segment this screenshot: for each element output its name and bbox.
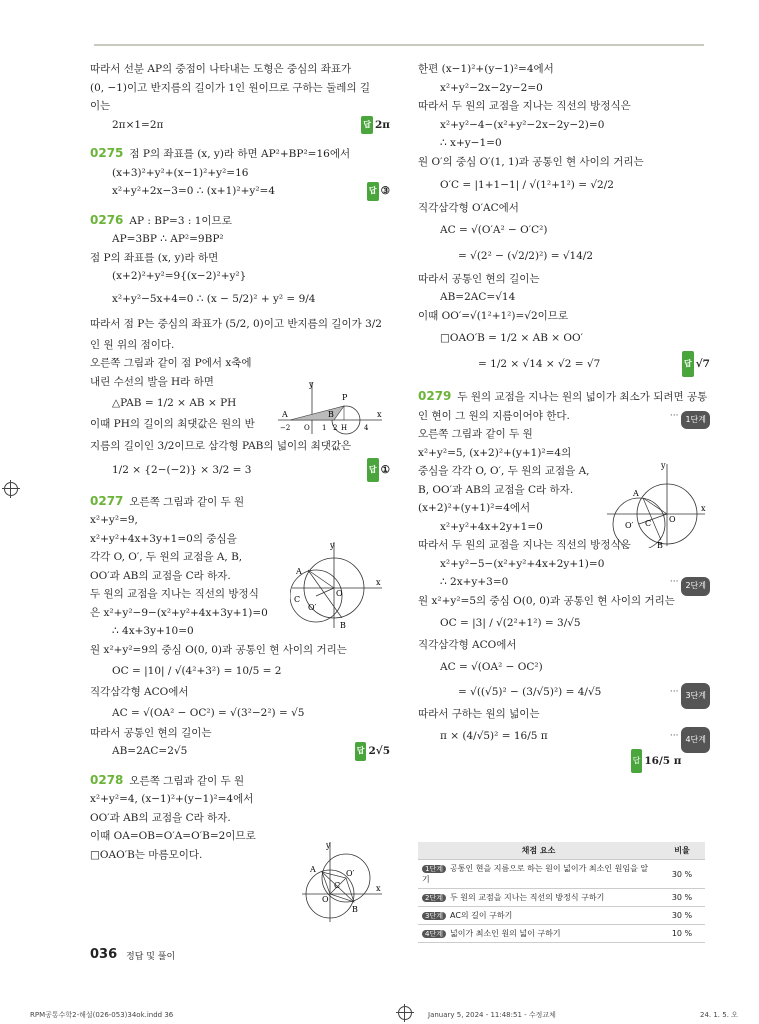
text-line: 이는 — [90, 100, 111, 112]
step-badge: 3단계 — [422, 912, 446, 920]
text: 점 P의 좌표를 (x, y)라 하면 AP²+BP²=16에서 — [129, 148, 351, 160]
ratio: 30 % — [659, 889, 705, 907]
text-line: x²+y²=9, — [90, 514, 138, 526]
fig-label: x — [377, 410, 382, 419]
text-line: x²+y²=5, (x+2)²+(y+1)²=4의 — [418, 446, 572, 459]
text-line: 이때 OA=OB=O′A=O′B=2이므로 — [90, 830, 256, 842]
problem-number: 0276 — [90, 212, 124, 227]
equation-line: x²+y²+4x+2y+1=0 — [440, 520, 543, 533]
problem-279-line — [418, 387, 710, 407]
table-header: 채점 요소 — [418, 842, 659, 860]
equation: x²+y²+2x−3=0 ∴ (x+1)²+y²=4 — [112, 185, 276, 197]
answer-icon: 답 — [361, 116, 373, 135]
top-rule — [94, 44, 704, 46]
equation: = √((√5)² − (3/√5)²) = 4/√5 — [458, 685, 602, 698]
equation-line: AC = √(OA² − OC²) — [440, 660, 543, 673]
left-column — [90, 60, 390, 864]
text-line: 오른쪽 그림과 같이 점 P에서 x축에 — [90, 357, 252, 369]
problem-275-line — [90, 144, 390, 164]
equation-line: (x+3)²+y²+(x−1)²+y²=16 — [112, 166, 249, 179]
fig-label: −2 — [280, 424, 291, 432]
step-badge: 4단계 — [422, 930, 446, 938]
answer-icon: 답 — [367, 458, 379, 482]
text-line: (x+2)²+(y+1)²=4에서 — [418, 502, 531, 514]
equation-line: (x+2)²+y²=9{(x−2)²+y²} — [112, 270, 247, 282]
fig-label: C — [645, 519, 652, 528]
equation: 2π×1=2π — [112, 118, 164, 131]
equation-line: AC = √(OA² − OC²) = √(3²−2²) = √5 — [112, 706, 305, 719]
equation: 1/2 × {2−(−2)} × 3/2 = 3 — [112, 463, 252, 476]
answer — [367, 182, 390, 201]
equation-line: x²+y²−4−(x²+y²−2x−2y−2)=0 — [440, 118, 605, 131]
text-line: 원 x²+y²=9의 중심 O(0, 0)과 공통인 현 사이의 거리는 — [90, 643, 347, 656]
equation-line: x²+y²−5−(x²+y²+4x+2y+1)=0 — [440, 557, 605, 570]
equation-line — [90, 116, 390, 135]
answer — [355, 742, 390, 761]
equation-line: ∴ 4x+3y+10=0 — [112, 625, 194, 637]
text-line: 점 P의 좌표를 (x, y)라 하면 — [90, 251, 219, 264]
page-number: 036 — [90, 947, 118, 962]
problem-number: 0279 — [418, 389, 452, 403]
text-line: (0, −1)이고 반지름의 길이가 1인 원이므로 구하는 둘레의 길 — [90, 81, 371, 94]
answer-value: √7 — [695, 358, 710, 370]
table-row — [418, 925, 705, 943]
fig-label: O′ — [625, 521, 634, 530]
text-line: 따라서 공통인 현의 길이는 — [418, 272, 540, 285]
equation-line — [90, 742, 390, 761]
fig-label: H — [341, 424, 348, 432]
answer-value: 2π — [375, 118, 390, 131]
equation-line: OC = |3| / √(2²+1²) = 3/√5 — [440, 617, 581, 629]
print-file-info: RPM공통수학2-해설(026-053)34ok.indd 36 — [30, 1011, 174, 1019]
text-line: 한편 (x−1)²+(y−1)²=4에서 — [418, 63, 554, 75]
print-date-info: 24. 1. 5. 오 — [700, 1011, 738, 1019]
registration-mark-icon — [398, 1006, 412, 1020]
answer-value: 16/5 π — [644, 755, 682, 767]
equation-line: AC = √(O′A² − O′C²) — [440, 223, 548, 236]
text-line: 따라서 점 P는 중심의 좌표가 (5/2, 0)이고 반지름의 길이가 3/2 — [90, 317, 382, 330]
step-badge: 2단계 — [681, 577, 710, 596]
answer-value: 2√5 — [368, 745, 390, 757]
text: 두 원의 교점을 지나는 원의 넓이가 최소가 되려면 공통 — [457, 391, 708, 403]
fig-label: O — [336, 589, 343, 598]
text-line: 따라서 선분 AP의 중점이 나타내는 도형은 중심의 좌표가 — [90, 63, 352, 75]
fig-label: A — [296, 567, 302, 576]
fig-label: 2 — [333, 424, 338, 432]
equation: π × (4/√5)² = 16/5 π — [440, 730, 548, 742]
text-line: 지름의 길이인 3/2이므로 삼각형 PAB의 넓이의 최댓값은 — [90, 439, 352, 452]
equation-line: = √((√5)² − (3/√5)²) = 4/√5 3단계 ··· — [418, 679, 710, 705]
text: 인 현이 그 원의 지름이어야 한다. — [418, 409, 570, 422]
step-badge: 2단계 — [422, 894, 446, 902]
equation-line: △PAB = 1/2 × AB × PH — [112, 397, 237, 409]
fig-label: A — [310, 865, 316, 874]
problem-number: 0277 — [90, 493, 124, 508]
text-line: 원 O′의 중심 O′(1, 1)과 공통인 현 사이의 거리는 — [418, 155, 644, 168]
equation-line: x²+y²−2x−2y−2=0 — [440, 81, 543, 94]
print-time-info: January 5, 2024 - 11:48:51 - 수정교체 — [428, 1011, 556, 1019]
ratio: 10 % — [659, 925, 705, 943]
problem-278-line — [90, 771, 390, 791]
fig-label: O′ — [308, 603, 317, 612]
fig-label: C — [294, 595, 301, 604]
criterion: 넓이가 최소인 원의 넓이 구하기 — [449, 929, 561, 938]
table-header: 비율 — [659, 842, 705, 860]
fig-label: O — [669, 515, 676, 524]
equation-line: ∴ x+y−1=0 — [440, 137, 502, 149]
fig-label: C — [334, 881, 341, 890]
fig-label: B — [328, 410, 334, 419]
fig-label: A — [282, 410, 288, 419]
text-line: x²+y²+4x+3y+1=0의 중심을 — [90, 532, 237, 545]
ratio: 30 % — [659, 907, 705, 925]
equation-line — [418, 351, 710, 377]
text-line: 각각 O, O′, 두 원의 교점을 A, B, — [90, 551, 243, 563]
text-line: x²+y²=4, (x−1)²+(y−1)²=4에서 — [90, 793, 254, 805]
text: AP : BP=3 : 1이므로 — [129, 214, 232, 227]
equation-line: ∴ 2x+y+3=0 2단계 ··· — [418, 573, 710, 592]
criterion: AC의 길이 구하기 — [449, 911, 513, 920]
answer — [682, 351, 710, 377]
answer-icon: 답 — [631, 749, 643, 773]
fig-label: y — [661, 461, 666, 470]
equation: AB=2AC=2√5 — [112, 745, 188, 757]
text-line: OO′과 AB의 교점을 C라 하자. — [90, 811, 231, 824]
fig-label: x — [376, 578, 381, 587]
equation-line: AB=2AC=√14 — [440, 291, 516, 303]
fig-label: y — [309, 380, 314, 389]
text-line: 이때 PH의 길이의 최댓값은 원의 반 — [90, 418, 255, 430]
registration-mark-icon — [4, 482, 18, 496]
text-line: 직각삼각형 ACO에서 — [418, 639, 517, 651]
text-line: 이때 OO′=√(1²+1²)=√2이므로 — [418, 309, 569, 322]
answer — [367, 458, 390, 482]
problem-276-line — [90, 211, 390, 231]
answer-value: ③ — [380, 185, 390, 197]
table-row — [418, 860, 705, 889]
figure-276 — [276, 378, 386, 436]
step-badge: 1단계 — [422, 865, 446, 873]
text-line: □OAO′B는 마름모이다. — [90, 848, 203, 861]
figure-277 — [290, 540, 385, 632]
text-line: 직각삼각형 O′AC에서 — [418, 202, 519, 214]
equation-line: AP=3BP ∴ AP²=9BP² — [112, 233, 224, 245]
text-line: 따라서 공통인 현의 길이는 — [90, 726, 212, 739]
equation-line: x²+y²−5x+4=0 ∴ (x − 5/2)² + y² = 9/4 — [112, 292, 316, 305]
text-line: OO′과 AB의 교점을 C라 하자. — [90, 569, 231, 582]
fig-label: B — [657, 541, 663, 548]
equation: ∴ 2x+y+3=0 — [440, 576, 509, 588]
fig-label: P — [342, 393, 348, 402]
answer-line — [418, 749, 710, 773]
fig-label: 1 — [322, 424, 327, 432]
step-badge: 4단계 — [681, 727, 710, 753]
answer-icon: 답 — [355, 742, 367, 761]
equation: = 1/2 × √14 × √2 = √7 — [478, 358, 601, 370]
equation-line: π × (4/√5)² = 16/5 π 4단계 ··· — [418, 723, 710, 749]
text-line: 중심을 각각 O, O′, 두 원의 교점을 A, — [418, 465, 590, 477]
answer-value: ① — [380, 463, 390, 476]
text-line: B, OO′과 AB의 교점을 C라 하자. — [418, 483, 574, 496]
fig-label: y — [326, 841, 331, 850]
fig-label: y — [330, 541, 335, 550]
equation-line: OC = |10| / √(4²+3²) = 10/5 = 2 — [112, 665, 282, 677]
right-column — [418, 60, 710, 773]
answer-icon: 답 — [682, 351, 694, 377]
equation-line: □OAO′B = 1/2 × AB × OO′ — [440, 332, 584, 344]
footer-label: 정답 및 풀이 — [126, 952, 176, 962]
text-line: 따라서 두 원의 교점을 지나는 직선의 방정식은 — [418, 100, 631, 112]
text: 오른쪽 그림과 같이 두 원 — [129, 774, 245, 787]
text-line: 두 원의 교점을 지나는 직선의 방정식 — [90, 588, 259, 600]
table-header-row — [418, 842, 705, 860]
fig-label: O — [304, 424, 310, 432]
fig-label: B — [340, 621, 346, 630]
text: 오른쪽 그림과 같이 두 원 — [129, 495, 245, 508]
text-line: 따라서 구하는 원의 넓이는 — [418, 707, 540, 720]
criterion: 두 원의 교점을 지나는 직선의 방정식 구하기 — [449, 893, 605, 902]
fig-label: A — [633, 489, 639, 498]
fig-label: 4 — [364, 424, 369, 432]
fig-label: O — [322, 895, 329, 904]
problem-277-line — [90, 492, 390, 512]
table-row — [418, 889, 705, 907]
text-line: 따라서 두 원의 교점을 지나는 직선의 방정식은 — [418, 539, 631, 551]
fig-label: B — [352, 905, 358, 914]
figure-278 — [300, 840, 385, 925]
problem-number: 0275 — [90, 146, 124, 160]
fig-label: x — [701, 504, 706, 513]
problem-number: 0278 — [90, 772, 124, 787]
figure-279 — [605, 460, 710, 548]
text-line: 은 x²+y²−9−(x²+y²+4x+3y+1)=0 — [90, 606, 268, 619]
equation-line — [90, 458, 390, 482]
scoring-table — [418, 842, 705, 943]
text-line: 인 현이 그 원의 지름이어야 한다. 1단계 ··· — [418, 407, 710, 426]
text-line: 직각삼각형 ACO에서 — [90, 686, 189, 698]
table-row — [418, 907, 705, 925]
criterion: 공통인 현을 지름으로 하는 원이 넓이가 최소인 원임을 알기 — [422, 864, 649, 884]
text-line: 원 x²+y²=5의 중심 O(0, 0)과 공통인 현 사이의 거리는 — [418, 594, 675, 607]
text-line: 내린 수선의 발을 H라 하면 — [90, 375, 214, 388]
equation-line: O′C = |1+1−1| / √(1²+1²) = √2/2 — [440, 179, 614, 191]
equation-line: = √(2² − (√2/2)²) = √14/2 — [458, 249, 594, 262]
fig-label: O′ — [346, 869, 355, 878]
step-badge: 3단계 — [681, 683, 710, 709]
equation-line — [90, 182, 390, 201]
answer — [361, 116, 390, 135]
step-badge: 1단계 — [681, 411, 710, 430]
ratio: 30 % — [659, 860, 705, 889]
text-line: 인 원 위의 점이다. — [90, 338, 175, 351]
fig-label: x — [376, 884, 381, 893]
text-line: 오른쪽 그림과 같이 두 원 — [418, 428, 533, 440]
answer-icon: 답 — [367, 182, 379, 201]
